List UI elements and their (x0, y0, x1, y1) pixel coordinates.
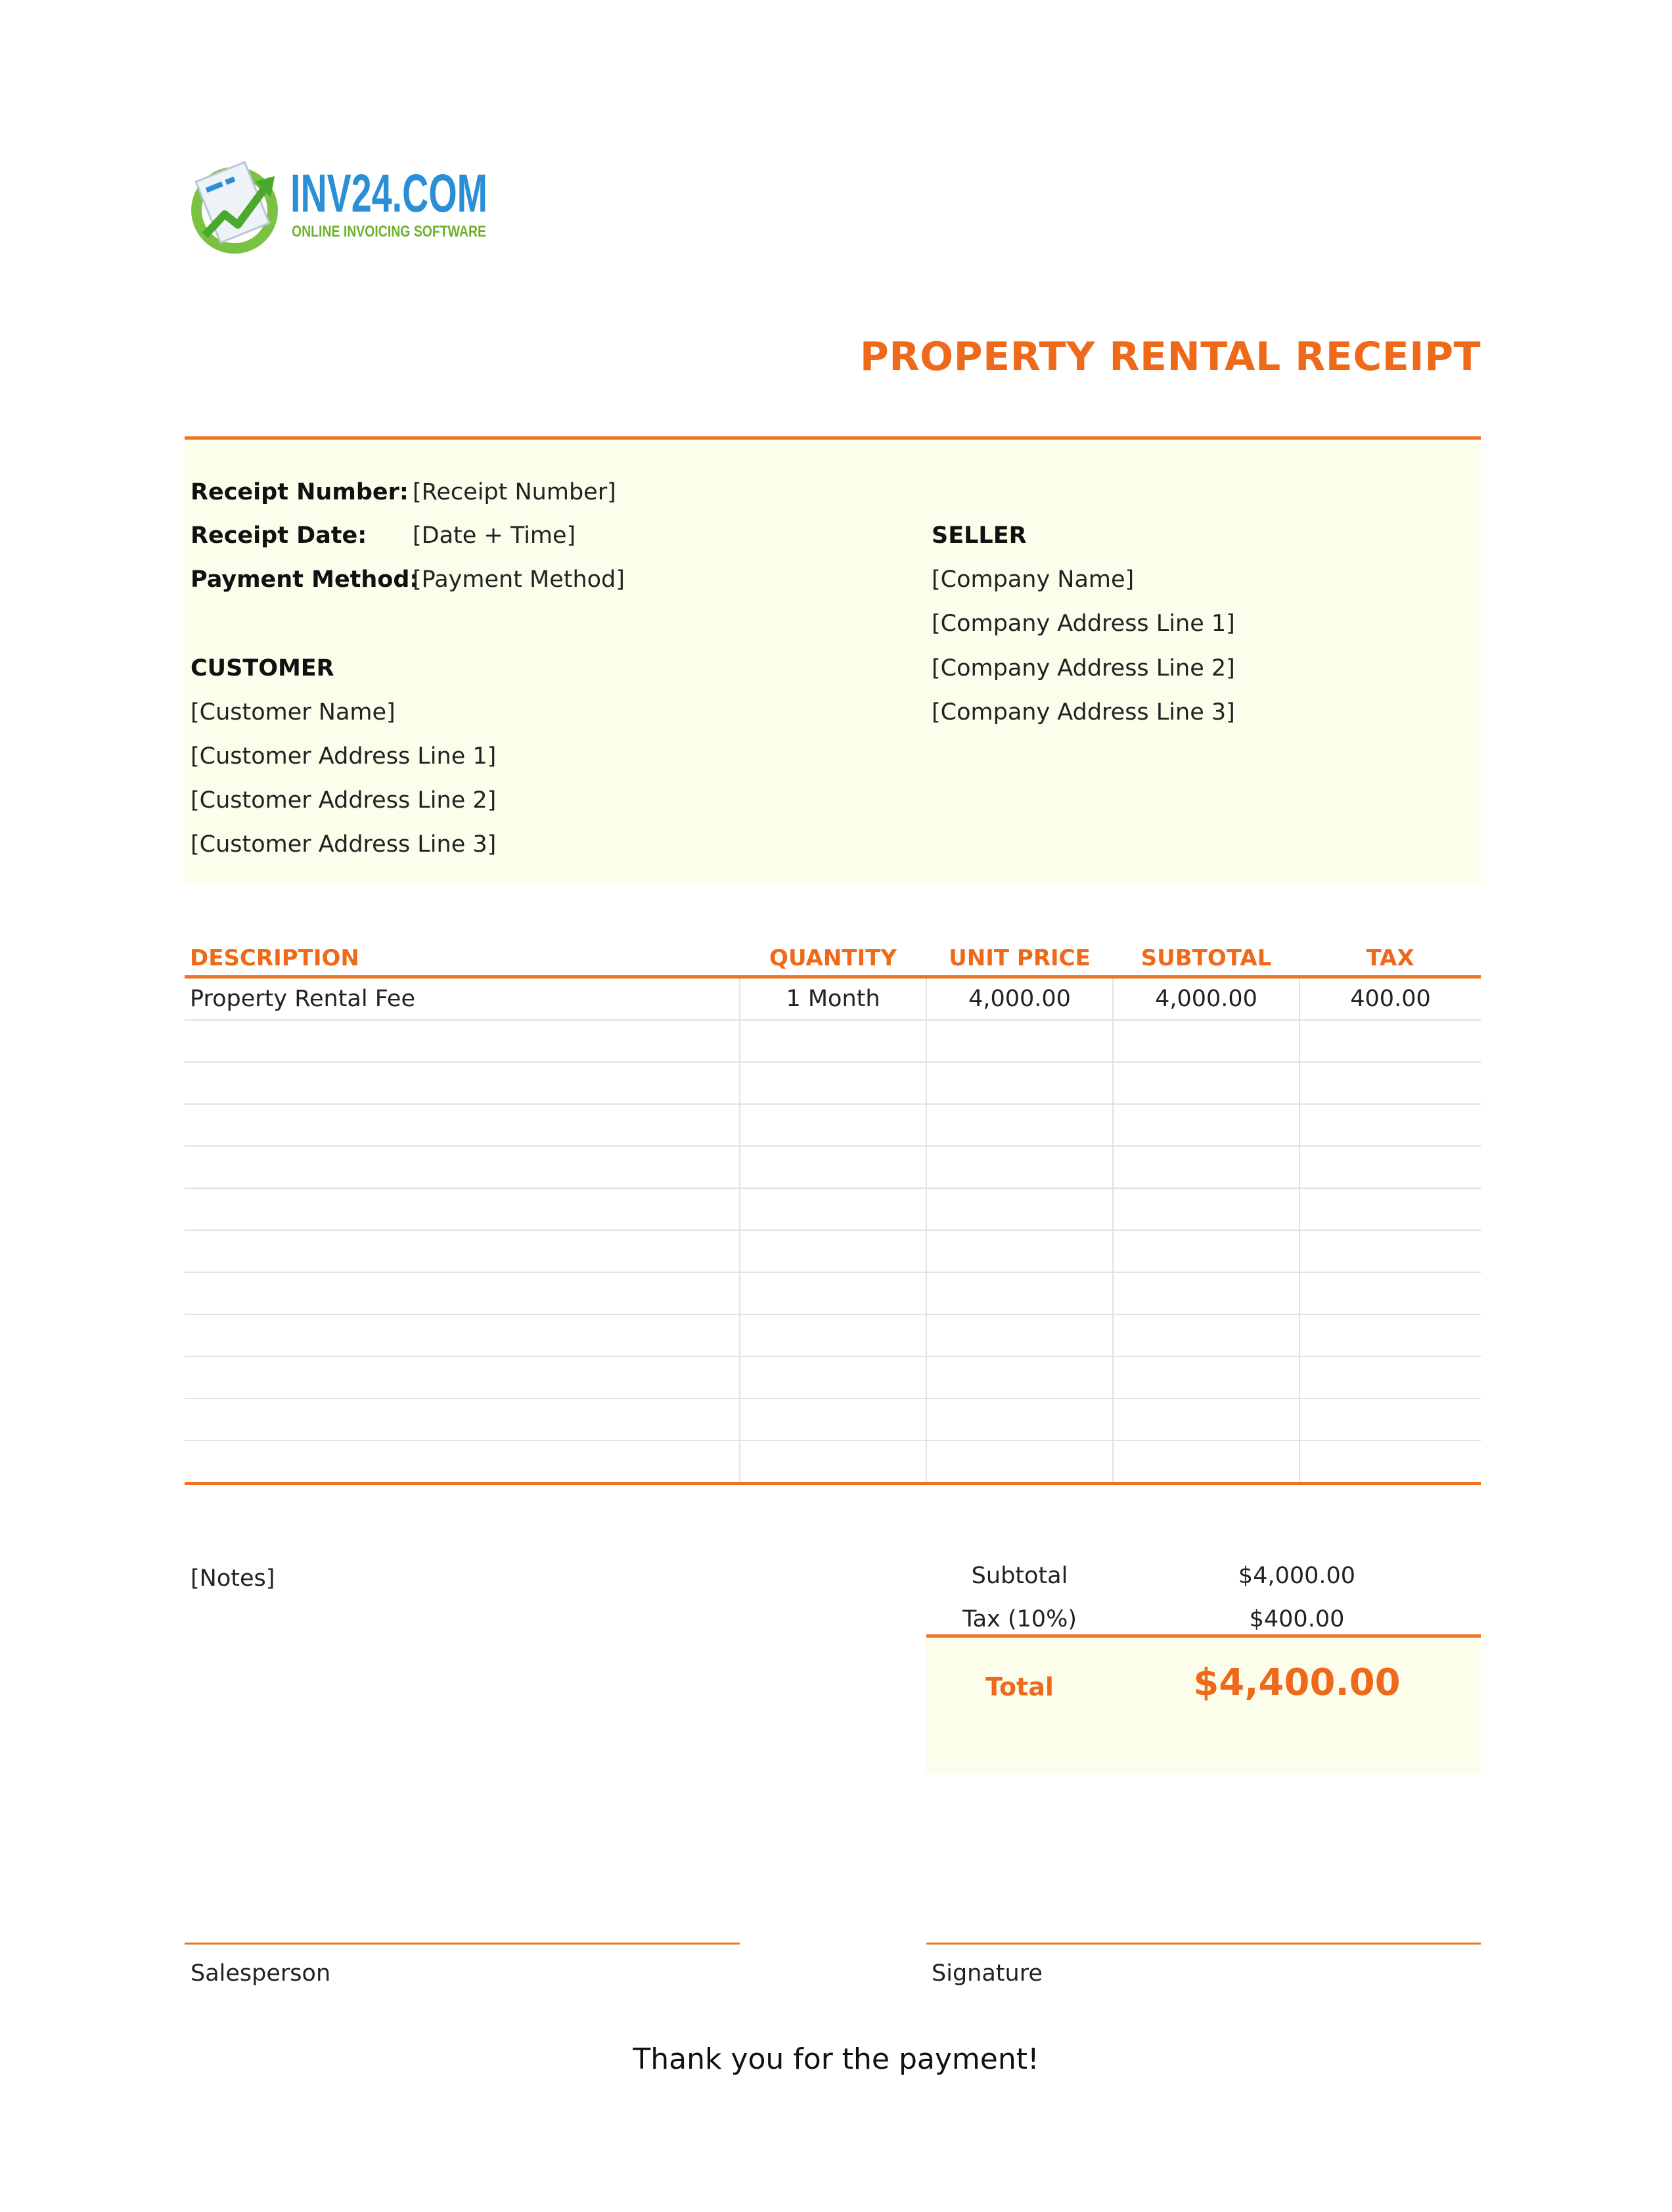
cell-tax (1299, 1020, 1481, 1062)
cell-tax (1299, 1272, 1481, 1314)
cell-quantity: 1 Month (740, 977, 926, 1021)
cell-subtotal (1113, 1314, 1299, 1356)
cell-quantity (740, 1188, 926, 1230)
cell-tax: 400.00 (1299, 977, 1481, 1021)
seller-address-line-3: [Company Address Line 3] (932, 699, 1235, 726)
cell-description (185, 1062, 740, 1104)
cell-quantity (740, 1104, 926, 1146)
total-value: $4,400.00 (1193, 1661, 1401, 1704)
table-row (185, 1188, 1481, 1230)
cell-quantity (740, 1062, 926, 1104)
table-row (185, 1104, 1481, 1146)
cell-tax (1299, 1356, 1481, 1398)
thank-you-message: Thank you for the payment! (633, 2042, 1039, 2076)
cell-unit-price (926, 1104, 1113, 1146)
receipt-number-value: [Receipt Number] (413, 479, 616, 505)
cell-subtotal: 4,000.00 (1113, 977, 1299, 1021)
table-row (185, 1020, 1481, 1062)
subtotal-value: $4,000.00 (1238, 1563, 1356, 1589)
cell-description (185, 1314, 740, 1356)
customer-address-line-3: [Customer Address Line 3] (191, 831, 497, 858)
cell-description (185, 1230, 740, 1272)
info-panel (185, 440, 1481, 885)
table-row (185, 1440, 1481, 1484)
cell-description (185, 1440, 740, 1484)
cell-quantity (740, 1146, 926, 1188)
cell-subtotal (1113, 1104, 1299, 1146)
cell-subtotal (1113, 1272, 1299, 1314)
invoice-chart-icon (187, 156, 495, 255)
cell-unit-price (926, 1356, 1113, 1398)
cell-tax (1299, 1230, 1481, 1272)
cell-subtotal (1113, 1230, 1299, 1272)
cell-description: Property Rental Fee (185, 977, 740, 1021)
cell-unit-price (926, 1440, 1113, 1484)
cell-description (185, 1020, 740, 1062)
table-header-row (185, 933, 1481, 977)
cell-subtotal (1113, 1062, 1299, 1104)
column-header-description: DESCRIPTION (185, 933, 740, 977)
cell-subtotal (1113, 1146, 1299, 1188)
cell-tax (1299, 1440, 1481, 1484)
cell-subtotal (1113, 1356, 1299, 1398)
cell-quantity (740, 1314, 926, 1356)
cell-subtotal (1113, 1440, 1299, 1484)
cell-unit-price (926, 1398, 1113, 1440)
table-row (185, 977, 1481, 1021)
company-logo (187, 156, 495, 255)
cell-description (185, 1104, 740, 1146)
tax-value: $400.00 (1249, 1606, 1345, 1632)
table-row (185, 1398, 1481, 1440)
cell-unit-price (926, 1230, 1113, 1272)
table-row (185, 1356, 1481, 1398)
cell-quantity (740, 1230, 926, 1272)
salesperson-line (185, 1943, 740, 1945)
payment-method-value: [Payment Method] (413, 566, 625, 593)
total-label: Total (985, 1672, 1054, 1701)
column-header-unit-price: UNIT PRICE (926, 933, 1113, 977)
cell-tax (1299, 1398, 1481, 1440)
payment-method-label: Payment Method: (191, 566, 419, 593)
total-box (926, 1638, 1481, 1774)
line-items-table (185, 933, 1481, 1485)
cell-subtotal (1113, 1188, 1299, 1230)
column-header-tax: TAX (1299, 933, 1481, 977)
seller-heading: SELLER (932, 522, 1027, 549)
cell-unit-price (926, 1146, 1113, 1188)
cell-subtotal (1113, 1398, 1299, 1440)
column-header-subtotal: SUBTOTAL (1113, 933, 1299, 977)
signature-line (926, 1943, 1481, 1945)
seller-address-line-1: [Company Address Line 1] (932, 611, 1235, 637)
cell-quantity (740, 1356, 926, 1398)
table-row (185, 1146, 1481, 1188)
cell-unit-price (926, 1188, 1113, 1230)
customer-address-line-2: [Customer Address Line 2] (191, 787, 497, 814)
cell-quantity (740, 1272, 926, 1314)
seller-address-line-2: [Company Address Line 2] (932, 655, 1235, 681)
page-title: PROPERTY RENTAL RECEIPT (859, 334, 1481, 380)
cell-quantity (740, 1020, 926, 1062)
svg-text:INV24.COM: INV24.COM (290, 164, 487, 223)
salesperson-label: Salesperson (191, 1960, 331, 1987)
cell-description (185, 1356, 740, 1398)
cell-tax (1299, 1188, 1481, 1230)
customer-name: [Customer Name] (191, 699, 395, 726)
table-row (185, 1230, 1481, 1272)
signature-label: Signature (932, 1960, 1043, 1987)
receipt-date-value: [Date + Time] (413, 522, 576, 549)
cell-tax (1299, 1146, 1481, 1188)
cell-description (185, 1146, 740, 1188)
tax-label: Tax (10%) (962, 1606, 1077, 1632)
customer-heading: CUSTOMER (191, 655, 334, 681)
notes: [Notes] (191, 1565, 275, 1592)
receipt-date-label: Receipt Date: (191, 522, 367, 549)
cell-unit-price (926, 1314, 1113, 1356)
table-row (185, 1062, 1481, 1104)
cell-unit-price (926, 1062, 1113, 1104)
subtotal-label: Subtotal (971, 1563, 1068, 1589)
cell-quantity (740, 1398, 926, 1440)
cell-description (185, 1398, 740, 1440)
svg-text:ONLINE INVOICING SOFTWARE: ONLINE INVOICING SOFTWARE (292, 223, 486, 241)
cell-unit-price: 4,000.00 (926, 977, 1113, 1021)
cell-tax (1299, 1314, 1481, 1356)
table-row (185, 1272, 1481, 1314)
cell-description (185, 1188, 740, 1230)
column-header-quantity: QUANTITY (740, 933, 926, 977)
cell-unit-price (926, 1272, 1113, 1314)
cell-quantity (740, 1440, 926, 1484)
receipt-number-label: Receipt Number: (191, 479, 409, 505)
table-row (185, 1314, 1481, 1356)
cell-unit-price (926, 1020, 1113, 1062)
cell-subtotal (1113, 1020, 1299, 1062)
customer-address-line-1: [Customer Address Line 1] (191, 743, 497, 770)
cell-tax (1299, 1062, 1481, 1104)
seller-company-name: [Company Name] (932, 566, 1135, 593)
cell-tax (1299, 1104, 1481, 1146)
cell-description (185, 1272, 740, 1314)
